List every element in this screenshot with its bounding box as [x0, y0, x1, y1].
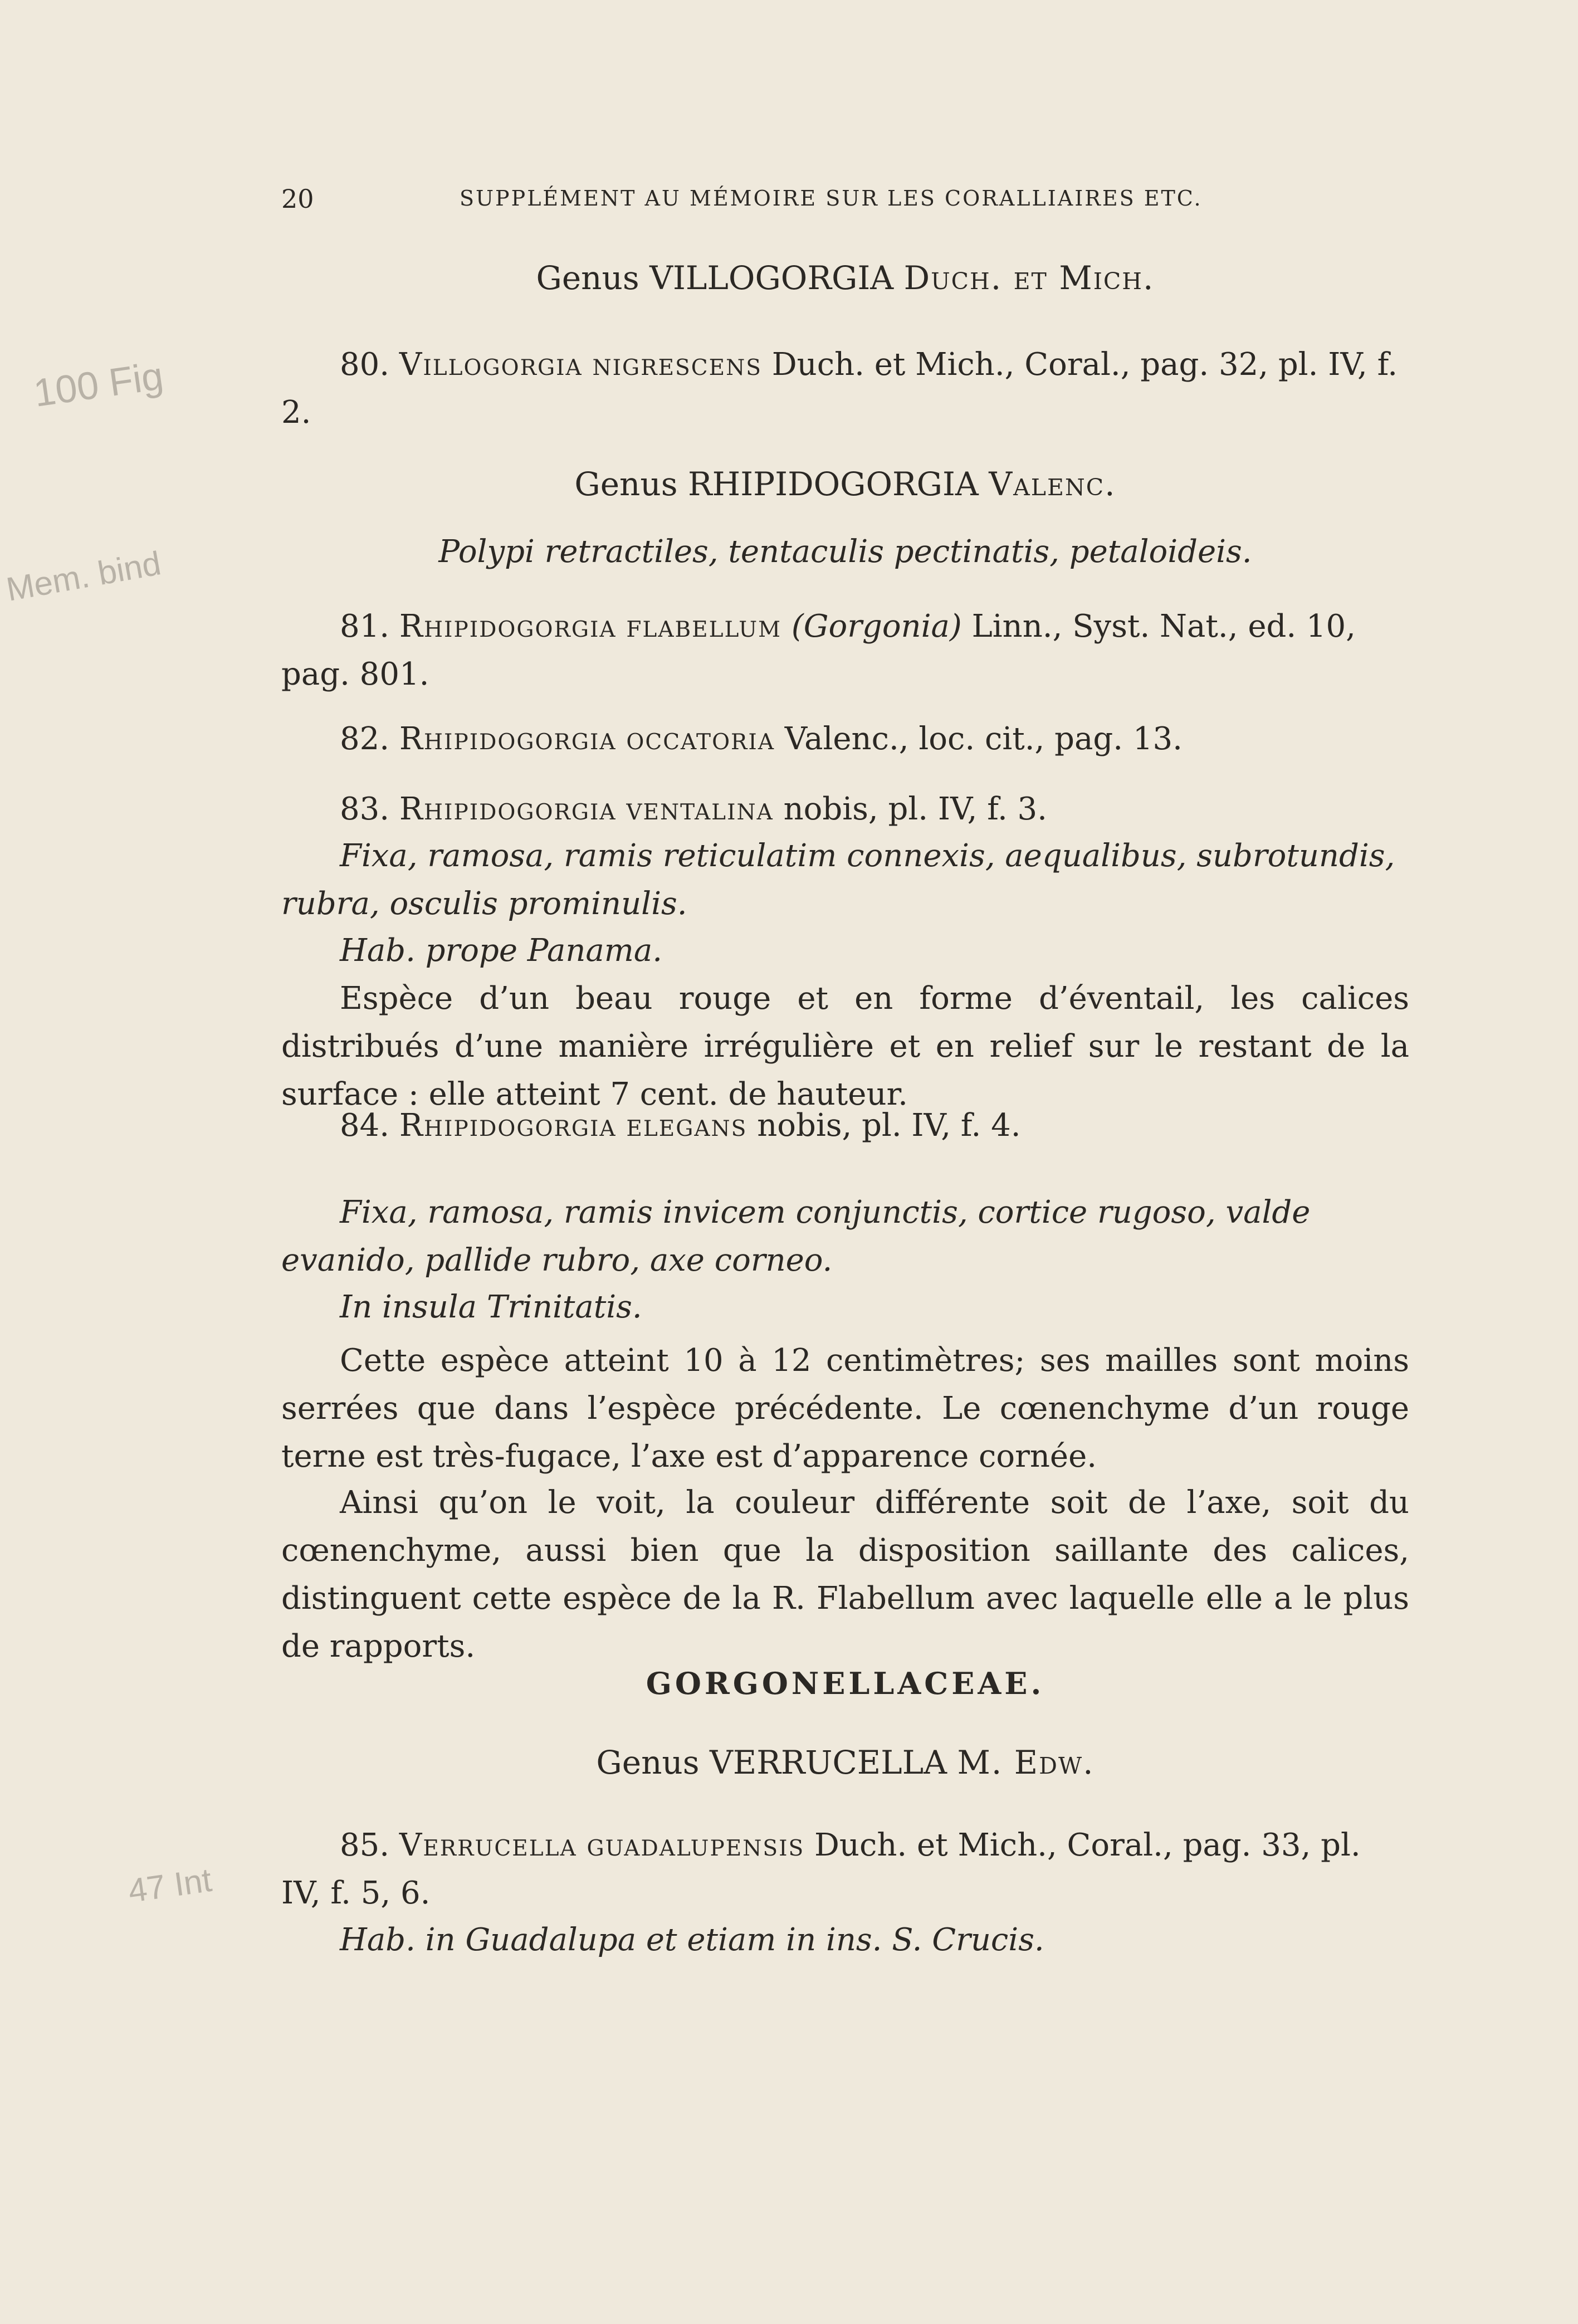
- entry-number: 82.: [340, 721, 390, 757]
- entry-genus: Rhipidogorgia: [399, 608, 617, 645]
- margin-note-3: 47 Int: [126, 1861, 214, 1910]
- entry-species: elegans: [626, 1107, 748, 1144]
- entry-species: ventalina: [626, 791, 774, 827]
- genus-diagnosis: Polypi retractiles, tentaculis pectinatis, petaloideis.: [438, 534, 1252, 570]
- entry-citation: Duch. et Mich., Coral., pag. 33, pl. IV, f. 5, 6.: [281, 1827, 1361, 1911]
- genus-name: VILLOGORGIA: [649, 259, 894, 297]
- entry-84-description-1: Cette espèce atteint 10 à 12 centimètres; ses mailles sont moins serrées que dans l’espèce précédente. Le cœnenchyme d’un rouge terne est très-fugace, l’axe est d’apparence cornée.: [281, 1342, 1409, 1475]
- entry-species: occatoria: [626, 721, 775, 757]
- entry-number: 84.: [340, 1107, 390, 1144]
- entry-genus: Verrucella: [399, 1827, 577, 1863]
- entry-number: 80.: [340, 346, 390, 383]
- genus-name: RHIPIDOGORGIA: [687, 465, 979, 503]
- entry-84-habitat: In insula Trinitatis.: [340, 1289, 642, 1325]
- entry-83-description: Espèce d’un beau rouge et en forme d’éventail, les calices distribués d’une manière irrégulière et en relief sur le restant de la surface : elle atteint 7 cent. de hauteur.: [281, 980, 1409, 1112]
- margin-note-2: Mem. bind: [3, 544, 164, 608]
- entry-number: 81.: [340, 608, 390, 645]
- entry-species: guadalupensis: [587, 1827, 805, 1863]
- entry-85-habitat: Hab. in Guadalupa et etiam in ins. S. Crucis.: [340, 1922, 1044, 1958]
- entry-species: nigrescens: [592, 346, 762, 383]
- entry-number: 83.: [340, 791, 390, 827]
- entry-83: [281, 785, 1409, 833]
- entry-82: [281, 715, 1409, 763]
- genus-heading-rhipidogorgia: [281, 465, 1409, 503]
- genus-authors: M. Edw.: [957, 1744, 1095, 1781]
- entry-number: 85.: [340, 1827, 390, 1863]
- family-heading: GORGONELLACEAE.: [646, 1666, 1045, 1701]
- page-number: 20: [281, 184, 314, 214]
- genus-authors: Duch. et Mich.: [903, 259, 1155, 297]
- entry-citation: nobis, pl. IV, f. 3.: [783, 791, 1047, 827]
- entry-genus: Villogorgia: [399, 346, 583, 383]
- genus-name: VERRUCELLA: [709, 1744, 947, 1781]
- margin-note-1: 100 Fig: [31, 354, 166, 415]
- entry-genus: Rhipidogorgia: [399, 1107, 617, 1144]
- entry-citation: Duch. et Mich., Coral., pag. 32, pl. IV, f. 2.: [281, 346, 1398, 431]
- entry-genus: Rhipidogorgia: [399, 791, 617, 827]
- genus-label: Genus: [574, 465, 678, 503]
- entry-85: [281, 1822, 1409, 1917]
- genus-authors: Valenc.: [989, 465, 1116, 503]
- entry-80: [281, 341, 1409, 437]
- genus-label: Genus: [596, 1744, 700, 1781]
- genus-heading-verrucella: [281, 1744, 1409, 1781]
- entry-81: [281, 603, 1409, 699]
- entry-84: [281, 1102, 1409, 1150]
- running-title: SUPPLÉMENT AU MÉMOIRE SUR LES CORALLIAIRES ETC.: [460, 186, 1203, 211]
- entry-84-diagnosis: Fixa, ramosa, ramis invicem conjunctis, cortice rugoso, valde evanido, pallide rubro, axe corneo.: [281, 1194, 1311, 1278]
- entry-84-description-2: Ainsi qu’on le voit, la couleur différente soit de l’axe, soit du cœnenchyme, aussi bien que la disposition saillante des calices, distinguent cette espèce de la R. Flabellum avec laquelle elle a le plus de rapports.: [281, 1485, 1409, 1664]
- entry-citation: Valenc., loc. cit., pag. 13.: [784, 721, 1183, 757]
- genus-label: Genus: [536, 259, 639, 297]
- entry-83-diagnosis: Fixa, ramosa, ramis reticulatim connexis, aequalibus, subrotundis, rubra, osculis prominulis.: [281, 838, 1395, 922]
- genus-heading-villogorgia: [281, 259, 1409, 297]
- entry-83-habitat: Hab. prope Panama.: [340, 932, 663, 969]
- entry-citation: Linn., Syst. Nat., ed. 10, pag. 801.: [281, 608, 1356, 692]
- running-header: [281, 184, 1259, 217]
- entry-species: flabellum: [626, 608, 782, 645]
- entry-genus: Rhipidogorgia: [399, 721, 617, 757]
- entry-citation: nobis, pl. IV, f. 4.: [757, 1107, 1021, 1144]
- entry-basionym: (Gorgonia): [791, 608, 962, 645]
